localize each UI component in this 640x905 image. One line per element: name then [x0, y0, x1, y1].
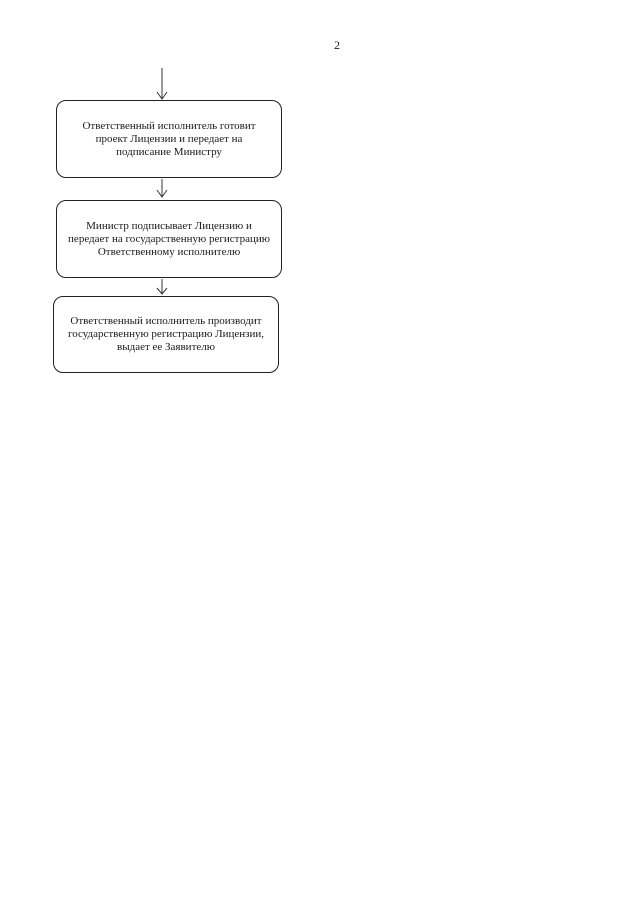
flow-step-2-text: Министр подписывает Лицензию и передает на государственную регистрацию Ответственному исполнителю — [68, 219, 270, 258]
flow-step-2 — [56, 200, 282, 278]
flow-step-3-text: Ответственный исполнитель производит государственную регистрацию Лицензии, выдает ее Заявителю — [67, 315, 265, 353]
arrow-step-1-to-step-2 — [157, 179, 167, 197]
flow-step-1 — [56, 100, 282, 178]
page-number: 2 — [334, 38, 340, 52]
arrow-step-2-to-step-3 — [157, 279, 167, 294]
arrow-into-step-1 — [157, 68, 167, 99]
flow-step-1-text: Ответственный исполнитель готовит проект Лицензии и передает на подписание Министру — [82, 119, 256, 158]
flow-step-3 — [53, 296, 279, 373]
